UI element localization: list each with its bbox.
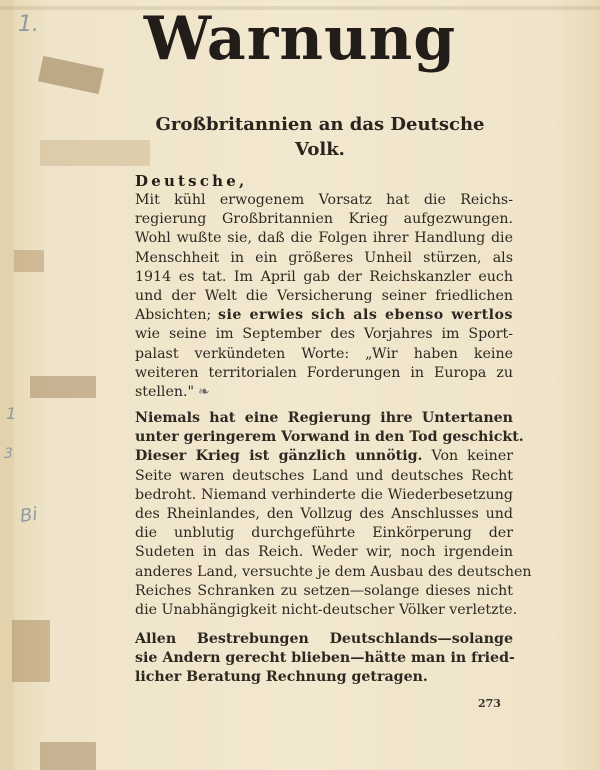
tape-piece xyxy=(40,140,150,166)
paragraph-line: die unblutig durchgeführte Einkörperung der xyxy=(135,525,513,542)
paragraph-line: licher Beratung Rechnung getragen. xyxy=(135,669,428,686)
paragraph-line: anderes Land, versuchte je dem Ausbau des deutschen xyxy=(135,563,532,580)
paragraph-line: und der Welt die Versicherung seiner friedlichen xyxy=(135,287,513,304)
page-number: 273 xyxy=(478,697,501,710)
paragraph-2 xyxy=(135,409,532,620)
tape-piece xyxy=(14,250,44,272)
pencil-mark-margin-1: 1 xyxy=(6,404,17,423)
pencil-mark-margin-2: 3 xyxy=(4,446,13,462)
paragraph-line: unter geringerem Vorwand in den Tod geschickt. xyxy=(135,429,524,446)
paragraph-3 xyxy=(135,630,513,688)
paragraph-text: Absichten; xyxy=(135,307,218,324)
pencil-mark-top: 1. xyxy=(18,12,39,37)
paragraph-line xyxy=(135,447,513,466)
paragraph-line: Reiches Schranken zu setzen—solange dieses nicht xyxy=(135,582,513,599)
paragraph-line: regierung Großbritannien Krieg aufgezwungen. xyxy=(135,211,513,228)
paragraph-line: palast verkündeten Worte: „Wir haben keine xyxy=(135,345,513,362)
paragraph-line: weiteren territorialen Forderungen in Europa zu xyxy=(135,364,513,381)
paragraph-line: Wohl wußte sie, daß die Folgen ihrer Handlung die xyxy=(135,230,513,247)
bold-text: Dieser Krieg ist gänzlich unnötig. xyxy=(135,448,423,465)
tape-piece xyxy=(12,620,50,682)
ornament-stamp: ❧ xyxy=(198,383,210,400)
pencil-mark-margin-3: Bi xyxy=(18,503,39,528)
paragraph-text: Von keiner xyxy=(422,448,513,465)
page-title: Warnung xyxy=(143,4,457,74)
paragraph-line: Seite waren deutsches Land und deutsches Recht xyxy=(135,467,513,484)
paragraph-line: Allen Bestrebungen Deutschlands—solange xyxy=(135,631,513,647)
paragraph-line: wie seine im September des Vorjahres im Sport- xyxy=(135,326,513,343)
tape-piece xyxy=(40,742,96,770)
paragraph-line: Niemals hat eine Regierung ihre Untertanen xyxy=(135,410,513,426)
page-subtitle: Großbritannien an das Deutsche Volk. xyxy=(155,114,485,160)
paragraph-line: Menschheit in ein größeres Unheil stürzen, als xyxy=(135,249,513,266)
paragraph-line: Mit kühl erwogenem Vorsatz hat die Reichs- xyxy=(135,192,513,208)
paragraph-1 xyxy=(135,191,513,402)
tape-piece xyxy=(30,376,96,398)
paragraph-line: Sudeten in das Reich. Weder wir, noch irgendein xyxy=(135,544,513,561)
paragraph-line: des Rheinlandes, den Vollzug des Anschlusses und xyxy=(135,505,513,522)
paragraph-line: bedroht. Niemand verhinderte die Wiederbesetzung xyxy=(135,486,513,503)
paragraph-line: sie Andern gerecht blieben—hätte man in fried- xyxy=(135,650,515,667)
greeting: Deutsche, xyxy=(135,172,248,190)
emphasized-text: sie erwies sich als ebenso wertlos xyxy=(217,307,513,324)
paragraph-line xyxy=(135,306,513,325)
paragraph-line xyxy=(135,383,513,402)
paragraph-text: stellen." xyxy=(135,383,195,400)
paragraph-line: 1914 es tat. Im April gab der Reichskanzler euch xyxy=(135,268,513,285)
paragraph-line: die Unabhängigkeit nicht-deutscher Völker verletzte. xyxy=(135,601,518,618)
